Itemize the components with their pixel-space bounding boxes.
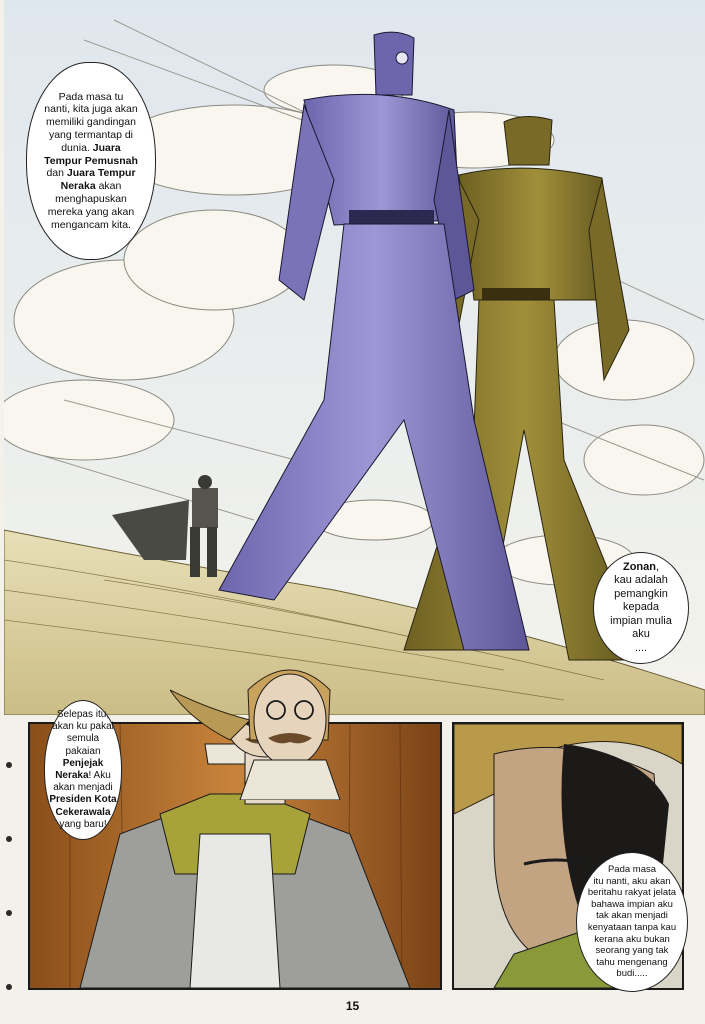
bubble-1-line: yang termantap di [48,129,134,141]
man-head-overlap [170,650,370,800]
bubble-1-line: mereka yang akan [47,205,135,218]
bubble-4-line: itu nanti, aku akan [593,875,671,887]
bubble-3-line: akan menjadi [53,782,113,794]
bubble-2-line: pemangkin [614,587,668,600]
bubble-2-line: aku [632,628,650,641]
bubble-3-line: semula pakaian [65,733,101,757]
bubble-1-line: Pada masa tu [58,90,124,103]
speech-bubble-4 [576,852,688,992]
speech-bubble-3 [44,700,122,840]
page-number: 15 [345,999,360,1013]
bubble-4-line: kerana aku bukan [594,933,670,945]
bubble-3-bold: Cekerawala [55,806,111,818]
bubble-3-line: yang baru! [59,818,107,830]
bubble-4-line: seorang yang tak [595,945,669,957]
bubble-1-line: mengancam kita. [51,218,131,231]
binding-hole [6,836,12,842]
speech-bubble-4-text [588,864,676,980]
bubble-1-bold: Juara [92,141,121,154]
bubble-1-bold: Juara Tempur [66,167,136,180]
bubble-3-line: ! Aku [88,770,111,781]
bubble-2-line: kepada [622,601,660,614]
bubble-1-line: memiliki gandingan [46,116,136,129]
bubble-1-line: menghapuskan [55,192,127,205]
bubble-1-bold: Neraka [60,180,96,193]
bubble-3-bold: Presiden Kota [49,794,117,806]
bubble-4-line: tahu mengenang [596,956,668,968]
binding-hole [6,984,12,990]
bubble-3-line: akan ku pakai [52,721,114,733]
binding-hole [6,910,12,916]
bubble-2-bold: Zonan [622,561,656,574]
speech-bubble-3-text [49,709,117,831]
bubble-3-line: Selepas itu, [56,709,110,721]
speech-bubble-1-text [44,91,138,232]
bubble-1-line: nanti, kita juga akan [44,103,138,116]
bubble-4-line: kenyataan tanpa kau [587,922,677,933]
bubble-2-line: kau adalah [614,574,668,587]
bubble-4-line: Pada masa [607,864,657,876]
speech-bubble-2 [593,552,689,664]
bubble-1-bold: Tempur Pemusnah [44,154,138,167]
bubble-3-bold: Neraka [55,770,89,781]
bubble-4-line: tak akan menjadi [596,910,668,922]
bubble-1-line: akan [98,180,122,193]
bubble-4-line: bahawa impian aku [591,898,673,910]
bubble-2-line: .... [634,641,648,654]
speech-bubble-1 [26,62,156,260]
bubble-1-line: dunia. [61,141,90,154]
bubble-1-line: dan [46,167,64,180]
bubble-2-line: , [655,561,660,574]
bubble-2-line: impian mulia [610,614,672,627]
bubble-3-bold: Penjejak [62,757,104,769]
bubble-4-line: budi..... [616,968,648,980]
bubble-4-line: beritahu rakyat jelata [587,887,677,899]
speech-bubble-2-text [610,561,672,655]
binding-hole [6,762,12,768]
